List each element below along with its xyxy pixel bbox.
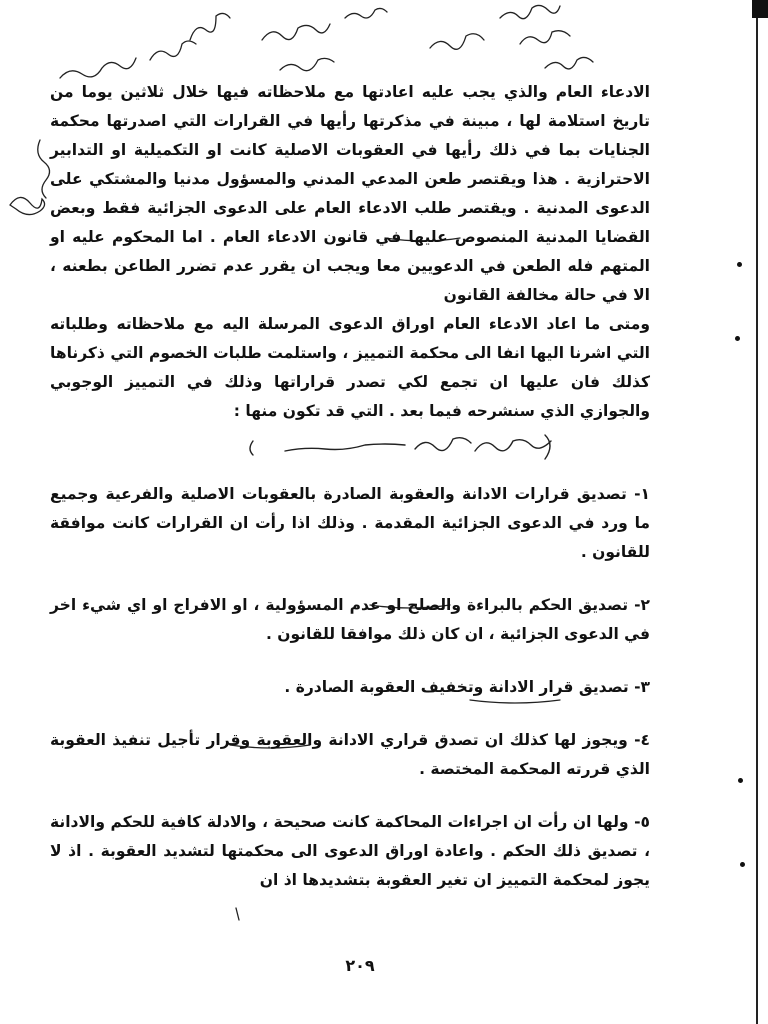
list-item: ٤- ويجوز لها كذلك ان تصدق قراري الادانة والعقوبة وقرار تأجيل تنفيذ العقوبة الذي قررته المحكمة المختصة . [50, 731, 650, 778]
list-item: ٥- ولها ان رأت ان اجراءات المحاكمة كانت صحيحة ، والادلة كافية للحكم والادانة ، تصديق ذلك الحكم . واعادة اوراق الدعوى الى محكمتها لتشديد العقوبة . اذ لا يجوز لمحكمة التمييز ان تغير العقوبة بتشديدها اذ ان [50, 813, 650, 889]
margin-dot [735, 336, 740, 341]
list-item: ٢- تصديق الحكم بالبراءة والصلح او عدم المسؤولية ، او الافراج او اي شيء اخر في الدعوى الجزائية ، ان كان ذلك موافقا للقانون . [50, 596, 650, 643]
body-text [50, 78, 650, 895]
list-item: ٣- تصديق قرار الادانة وتخفيف العقوبة الصادرة . [284, 678, 650, 696]
margin-dot [738, 778, 743, 783]
page-number: ٢٠٩ [345, 956, 375, 975]
paragraph: الادعاء العام والذي يجب عليه اعادتها مع ملاحظاته فيها خلال ثلاثين يوما من تاريخ استلامة لها ، مبينة في مذكرتها رأيها في القرارات التي اصدرتها محكمة الجنايات بما في ذلك رأيها في العقوبات الاصلية كانت او التكميلية او التدابير الاحترازية . هذا ويقتصر طعن المدعي المدني والمسؤول مدنيا والمشتكي على الدعوى المدنية . ويقتصر طلب الادعاء العام على الدعوى الجزائية فقط وبعض القضايا المدنية المنصوص عليها في قانون الادعاء العام . اما المحكوم عليه او المتهم فله الطعن في الدعويين معا ويجب ان يقرر عدم تضرر الطاعن بطعنه ، الا في حالة مخالفة القانون [50, 83, 650, 304]
paragraph: ومتى ما اعاد الادعاء العام اوراق الدعوى المرسلة اليه مع ملاحظاته وطلباته التي اشرنا اليها انفا الى محكمة التمييز ، واستلمت طلبات الخصوم التي ذكرناها كذلك فان عليها ان تجمع لكي تصدر قراراتها وذلك في التمييز الوجوبي والجوازي الذي سنشرحه فيما بعد . التي قد تكون منها : [50, 315, 650, 420]
list-item: ١- تصديق قرارات الادانة والعقوبة الصادرة بالعقوبات الاصلية والفرعية وجميع ما ورد في الدعوى الجزائية المقدمة . وذلك اذا رأت ان القرارات كانت موافقة للقانون . [50, 485, 650, 561]
margin-dot [737, 262, 742, 267]
margin-dot [740, 862, 745, 867]
